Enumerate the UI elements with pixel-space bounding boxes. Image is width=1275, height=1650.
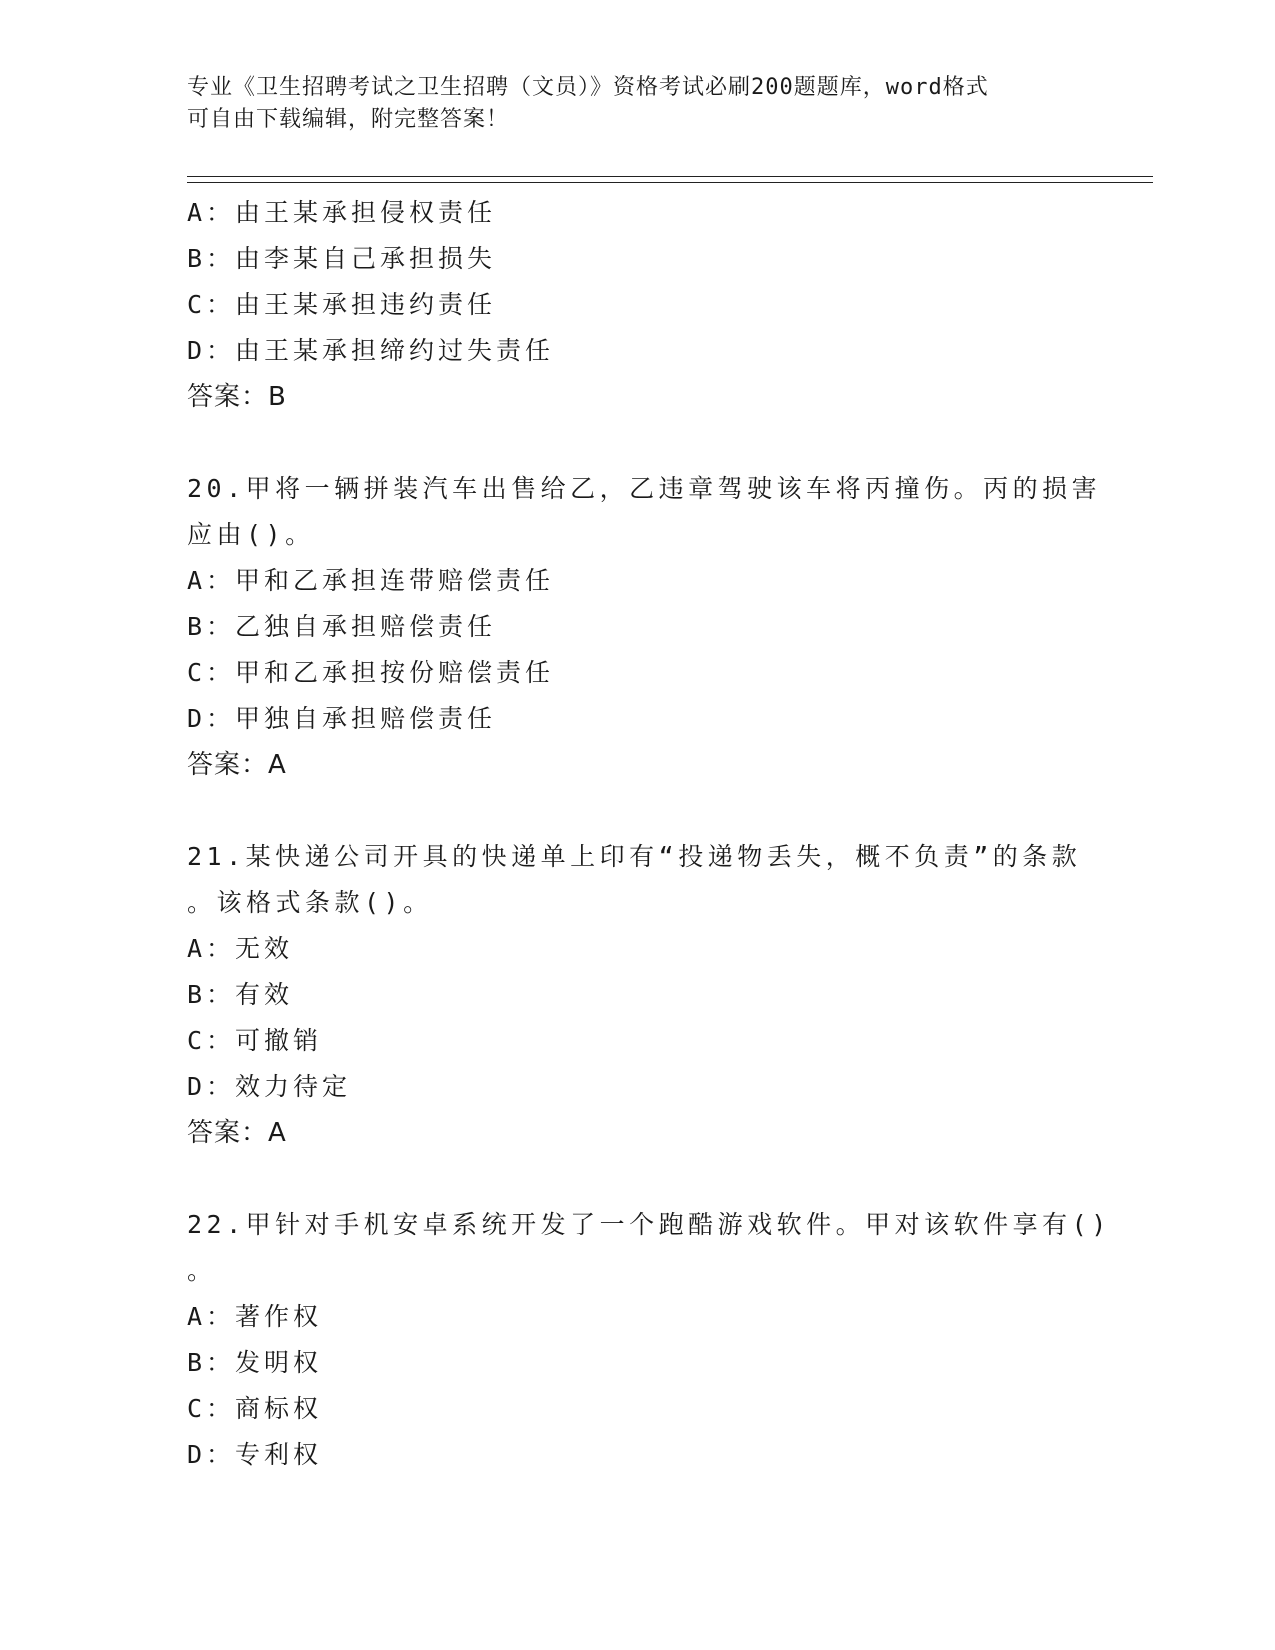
question-20-options xyxy=(187,558,1087,788)
option-b: B：有效 xyxy=(187,980,294,1009)
question-list xyxy=(187,190,1111,1478)
option-c: C：商标权 xyxy=(187,1394,323,1423)
question-stem: 22.甲针对手机安卓系统开发了一个跑酷游戏软件。甲对该软件享有() xyxy=(187,1210,1111,1239)
option-d: D：效力待定 xyxy=(187,1072,352,1101)
answer: 答案：A xyxy=(187,1118,287,1148)
question-21 xyxy=(187,834,1087,926)
option-c: C：甲和乙承担按份赔偿责任 xyxy=(187,658,555,687)
option-d: D：甲独自承担赔偿责任 xyxy=(187,704,497,733)
option-a: A：著作权 xyxy=(187,1302,323,1331)
option-b: B：发明权 xyxy=(187,1348,323,1377)
question-19 xyxy=(187,190,1087,420)
header-line-2: 可自由下载编辑，附完整答案！ xyxy=(187,107,510,132)
question-21-options xyxy=(187,926,1087,1156)
document-header xyxy=(187,72,1067,136)
option-a: A：甲和乙承担连带赔偿责任 xyxy=(187,566,555,595)
header-divider-bottom xyxy=(187,182,1153,183)
question-stem: 21.某快递公司开具的快递单上印有“投递物丢失，概不负责”的条款 xyxy=(187,842,1082,871)
question-stem-cont: 应由()。 xyxy=(187,520,315,549)
option-c: C：可撤销 xyxy=(187,1026,323,1055)
header-divider-top xyxy=(187,176,1153,177)
question-22 xyxy=(187,1202,1111,1294)
question-20 xyxy=(187,466,1102,558)
header-line-1: 专业《卫生招聘考试之卫生招聘（文员）》资格考试必刷200题题库，word格式 xyxy=(187,75,989,100)
answer: 答案：B xyxy=(187,382,287,412)
question-stem: 20.甲将一辆拼装汽车出售给乙，乙违章驾驶该车将丙撞伤。丙的损害 xyxy=(187,474,1102,503)
option-d: D：专利权 xyxy=(187,1440,323,1469)
option-c: C：由王某承担违约责任 xyxy=(187,290,497,319)
option-a: A：由王某承担侵权责任 xyxy=(187,198,497,227)
option-b: B：乙独自承担赔偿责任 xyxy=(187,612,497,641)
answer: 答案：A xyxy=(187,750,287,780)
option-d: D：由王某承担缔约过失责任 xyxy=(187,336,555,365)
question-stem-cont: 。 xyxy=(187,1256,217,1285)
question-22-options xyxy=(187,1294,1087,1478)
option-a: A：无效 xyxy=(187,934,294,963)
option-b: B：由李某自己承担损失 xyxy=(187,244,497,273)
question-stem-cont: 。该格式条款()。 xyxy=(187,888,433,917)
